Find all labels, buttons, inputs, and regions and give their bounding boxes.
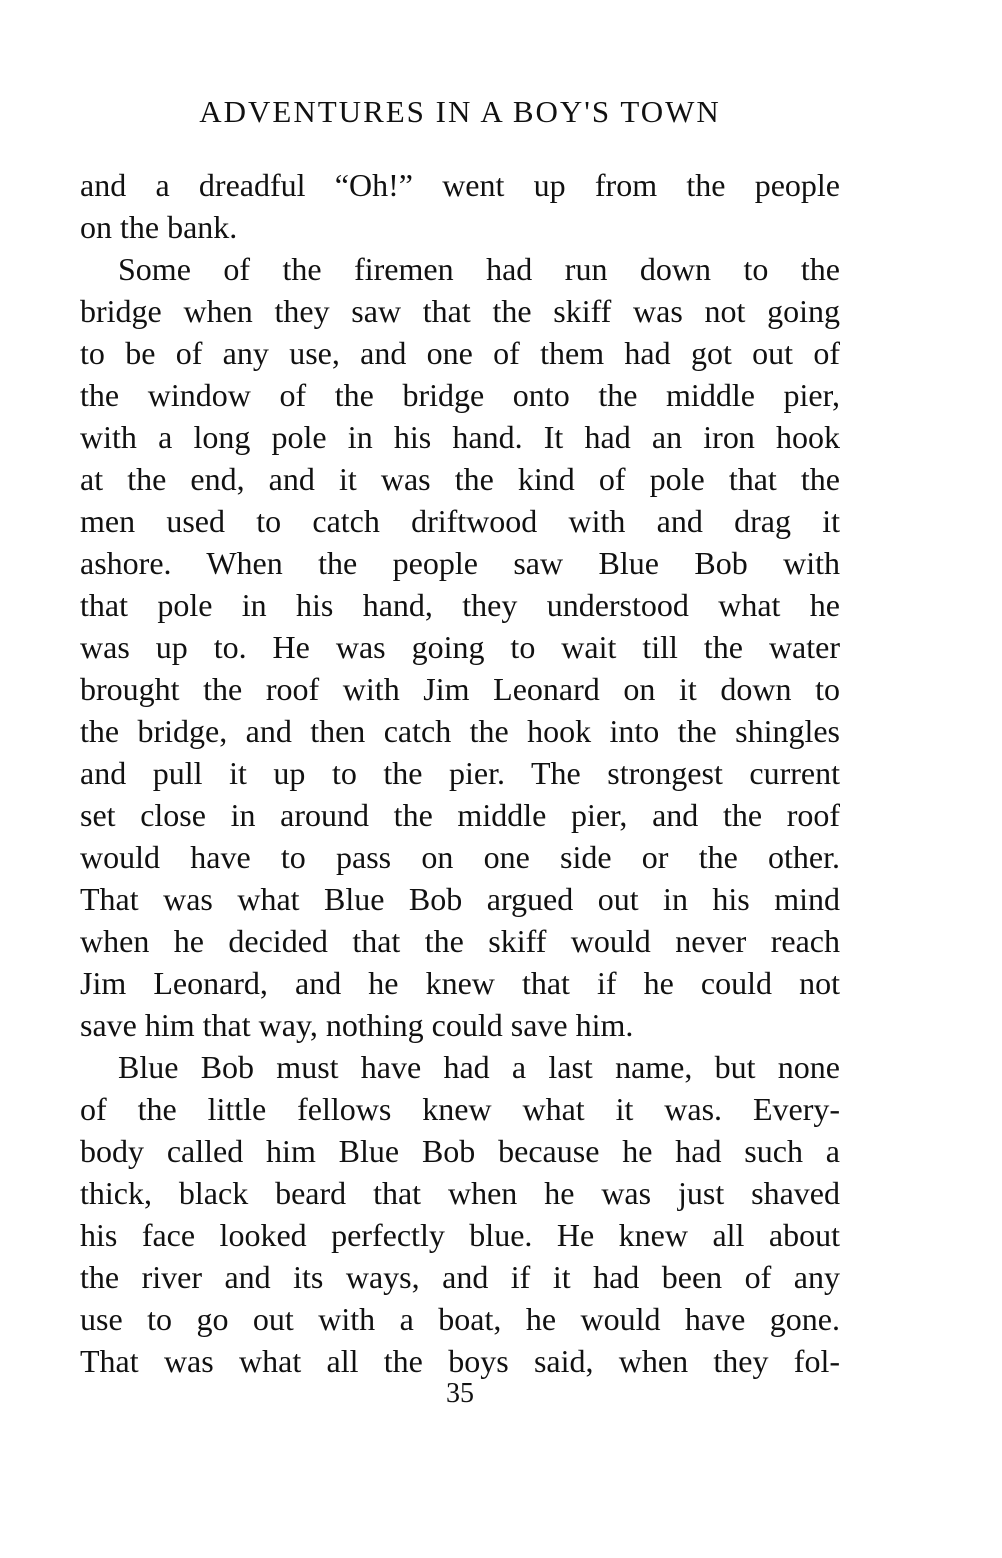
text-line: when he decided that the skiff would never reach	[80, 923, 840, 959]
text-line: with a long pole in his hand. It had an iron hook	[80, 419, 840, 455]
text-line: the window of the bridge onto the middle pier,	[80, 377, 840, 413]
text-line: his face looked perfectly blue. He knew all about	[80, 1217, 840, 1253]
text-line: thick, black beard that when he was just shaved	[80, 1175, 840, 1211]
text-line: on the bank.	[80, 209, 238, 245]
text-line: men used to catch driftwood with and drag it	[80, 503, 840, 539]
text-line: use to go out with a boat, he would have gone.	[80, 1301, 840, 1337]
body-text	[80, 164, 840, 1382]
text-line: ashore. When the people saw Blue Bob with	[80, 545, 840, 581]
text-line: and pull it up to the pier. The strongest current	[80, 755, 840, 791]
text-line: Some of the firemen had run down to the	[118, 251, 840, 287]
text-line: that pole in his hand, they understood what he	[80, 587, 840, 623]
text-line: to be of any use, and one of them had got out of	[80, 335, 840, 371]
text-line: That was what Blue Bob argued out in his mind	[80, 881, 840, 917]
text-line: That was what all the boys said, when they fol-	[80, 1343, 840, 1379]
text-line: was up to. He was going to wait till the water	[80, 629, 840, 665]
running-head: ADVENTURES IN A BOY'S TOWN	[199, 94, 721, 129]
text-line: brought the roof with Jim Leonard on it down to	[80, 671, 840, 707]
text-line: of the little fellows knew what it was. Every-	[80, 1091, 840, 1127]
text-line: and a dreadful “Oh!” went up from the people	[80, 167, 840, 203]
text-line: the river and its ways, and if it had been of any	[80, 1259, 840, 1295]
page-number: 35	[446, 1378, 474, 1409]
text-line: Blue Bob must have had a last name, but none	[118, 1049, 840, 1085]
text-line: save him that way, nothing could save him.	[80, 1007, 634, 1043]
text-line: at the end, and it was the kind of pole that the	[80, 461, 840, 497]
text-line: the bridge, and then catch the hook into the shingles	[80, 713, 840, 749]
text-line: body called him Blue Bob because he had such a	[80, 1133, 840, 1169]
text-line: would have to pass on one side or the other.	[80, 839, 840, 875]
text-line: bridge when they saw that the skiff was not going	[80, 293, 840, 329]
text-line: Jim Leonard, and he knew that if he could not	[80, 965, 840, 1001]
text-line: set close in around the middle pier, and the roof	[80, 797, 840, 833]
